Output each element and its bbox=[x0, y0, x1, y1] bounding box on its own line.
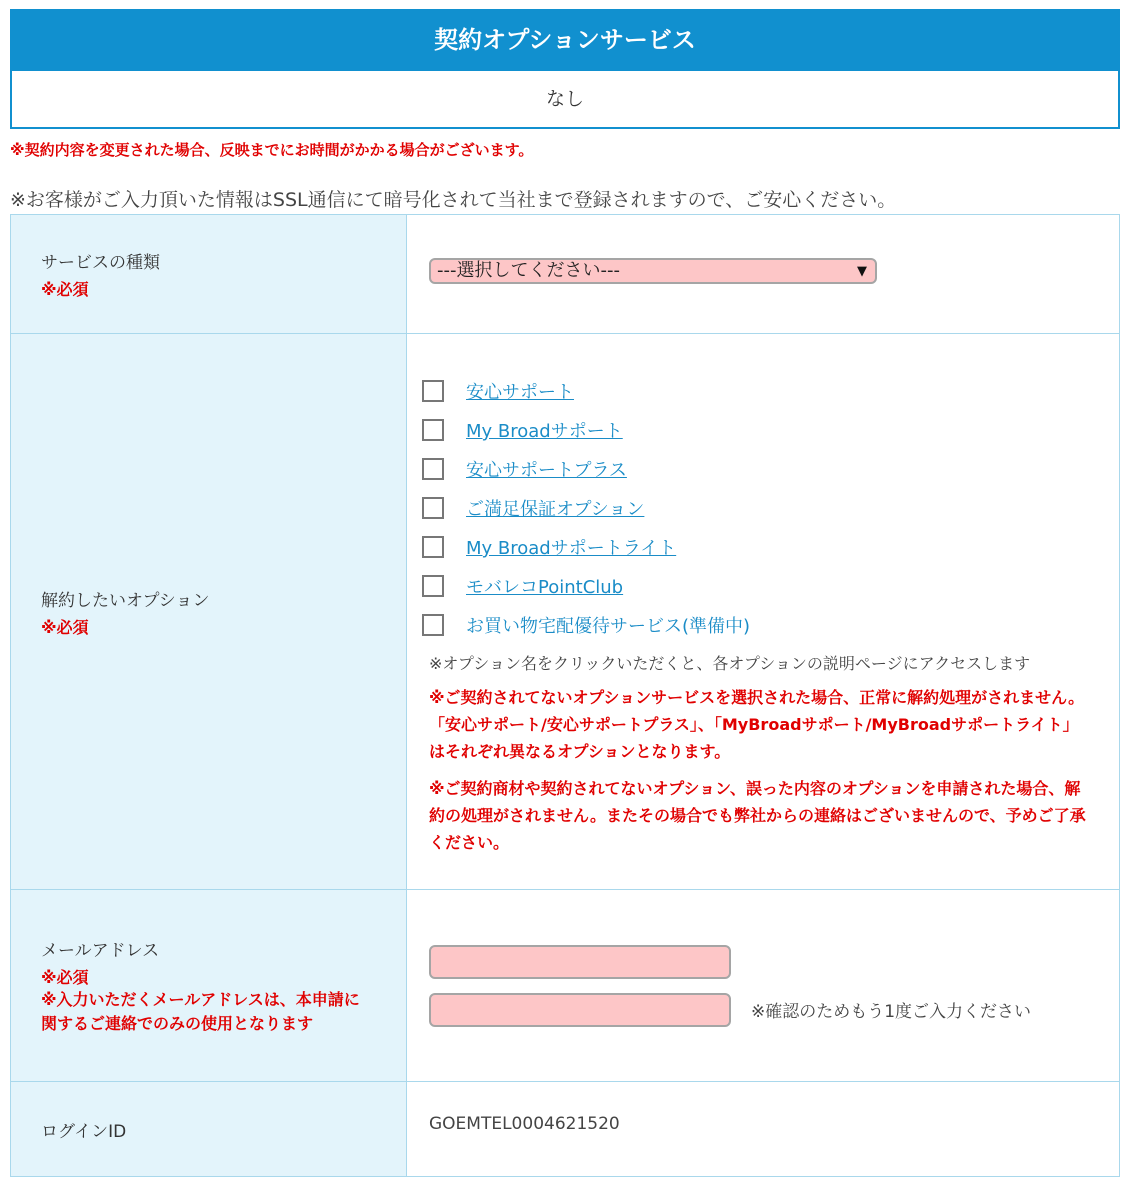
login-value-cell bbox=[407, 1082, 1120, 1177]
required-badge: ※必須 bbox=[41, 280, 89, 299]
login-label-cell bbox=[11, 1082, 407, 1177]
required-badge: ※必須 bbox=[41, 967, 89, 987]
login-label: ログインID bbox=[41, 1121, 127, 1142]
service-type-value-cell bbox=[407, 215, 1120, 334]
option-warning-1-line2: 「安心サポート/安心サポートプラス」、「MyBroadサポート/MyBroadサポートライト」はそれぞれ異なるオプションとなります。 bbox=[429, 714, 1079, 761]
option-warning-2: ※ご契約商材や契約されてないオプション、誤った内容のオプションを申請された場合、解約の処理がされません。またその場合でも弊社からの連絡はございませんので、予めご了承ください。 bbox=[429, 778, 1086, 852]
options-label: 解約したいオプション bbox=[41, 590, 210, 611]
contract-option-box bbox=[10, 9, 1120, 129]
email-confirm-note: ※確認のためもう1度ご入力ください bbox=[751, 1002, 1032, 1022]
required-badge: ※必須 bbox=[41, 617, 89, 637]
option-link[interactable]: 安心サポートプラス bbox=[466, 460, 627, 481]
contract-option-title: 契約オプションサービス bbox=[10, 9, 1120, 71]
option-link[interactable]: モバレコPointClub bbox=[466, 577, 624, 598]
service-type-selected-value: ---選択してください--- bbox=[437, 260, 620, 281]
email-label: メールアドレス bbox=[41, 940, 160, 961]
option-item bbox=[422, 489, 1119, 528]
option-link[interactable]: My Broadサポートライト bbox=[466, 538, 677, 559]
option-item bbox=[422, 372, 1119, 411]
option-item bbox=[422, 450, 1119, 489]
change-delay-notice: ※契約内容を変更された場合、反映までにお時間がかかる場合がございます。 bbox=[10, 141, 534, 159]
option-checkbox[interactable] bbox=[422, 380, 444, 402]
email-input[interactable] bbox=[429, 945, 731, 979]
service-type-label-cell bbox=[11, 215, 407, 334]
option-link[interactable]: ご満足保証オプション bbox=[466, 499, 645, 520]
row-service-type bbox=[11, 215, 1120, 334]
option-checkbox[interactable] bbox=[422, 497, 444, 519]
row-email bbox=[11, 890, 1120, 1082]
option-item bbox=[422, 411, 1119, 450]
option-link[interactable]: My Broadサポート bbox=[466, 421, 623, 442]
service-type-select[interactable] bbox=[429, 258, 877, 284]
row-login-id bbox=[11, 1082, 1120, 1177]
email-confirm-row bbox=[429, 993, 1119, 1027]
option-checkbox[interactable] bbox=[422, 614, 444, 636]
option-checkbox[interactable] bbox=[422, 458, 444, 480]
email-confirm-input[interactable] bbox=[429, 993, 731, 1027]
contract-option-value: なし bbox=[545, 88, 584, 110]
option-link[interactable]: 安心サポート bbox=[466, 382, 574, 403]
option-checkbox[interactable] bbox=[422, 575, 444, 597]
login-id-value: GOEMTEL0004621520 bbox=[429, 1114, 620, 1134]
options-value-cell bbox=[407, 334, 1120, 890]
option-checkbox[interactable] bbox=[422, 419, 444, 441]
chevron-down-icon: ▼ bbox=[857, 264, 867, 279]
option-item bbox=[422, 528, 1119, 567]
email-label-cell bbox=[11, 890, 407, 1082]
email-value-cell bbox=[407, 890, 1120, 1082]
ssl-notice: ※お客様がご入力頂いた情報はSSL通信にて暗号化されて当社まで登録されますので、ご安心ください。 bbox=[10, 189, 897, 211]
option-item bbox=[422, 606, 1119, 645]
option-warning-1 bbox=[429, 684, 1089, 765]
option-hint: ※オプション名をクリックいただくと、各オプションの説明ページにアクセスします bbox=[429, 653, 1031, 673]
option-item bbox=[422, 567, 1119, 606]
cancellation-form bbox=[10, 214, 1120, 1177]
options-label-cell bbox=[11, 334, 407, 890]
option-checkbox[interactable] bbox=[422, 536, 444, 558]
option-list bbox=[429, 372, 1119, 645]
email-usage-note: ※入力いただくメールアドレスは、本申請に関するご連絡でのみの使用となります bbox=[41, 989, 360, 1033]
row-options bbox=[11, 334, 1120, 890]
option-label-preparing: お買い物宅配優待サービス(準備中) bbox=[466, 616, 751, 637]
service-type-label: サービスの種類 bbox=[41, 253, 160, 273]
option-warning-1-line1: ※ご契約されてないオプションサービスを選択された場合、正常に解約処理がされません。 bbox=[429, 687, 1085, 707]
